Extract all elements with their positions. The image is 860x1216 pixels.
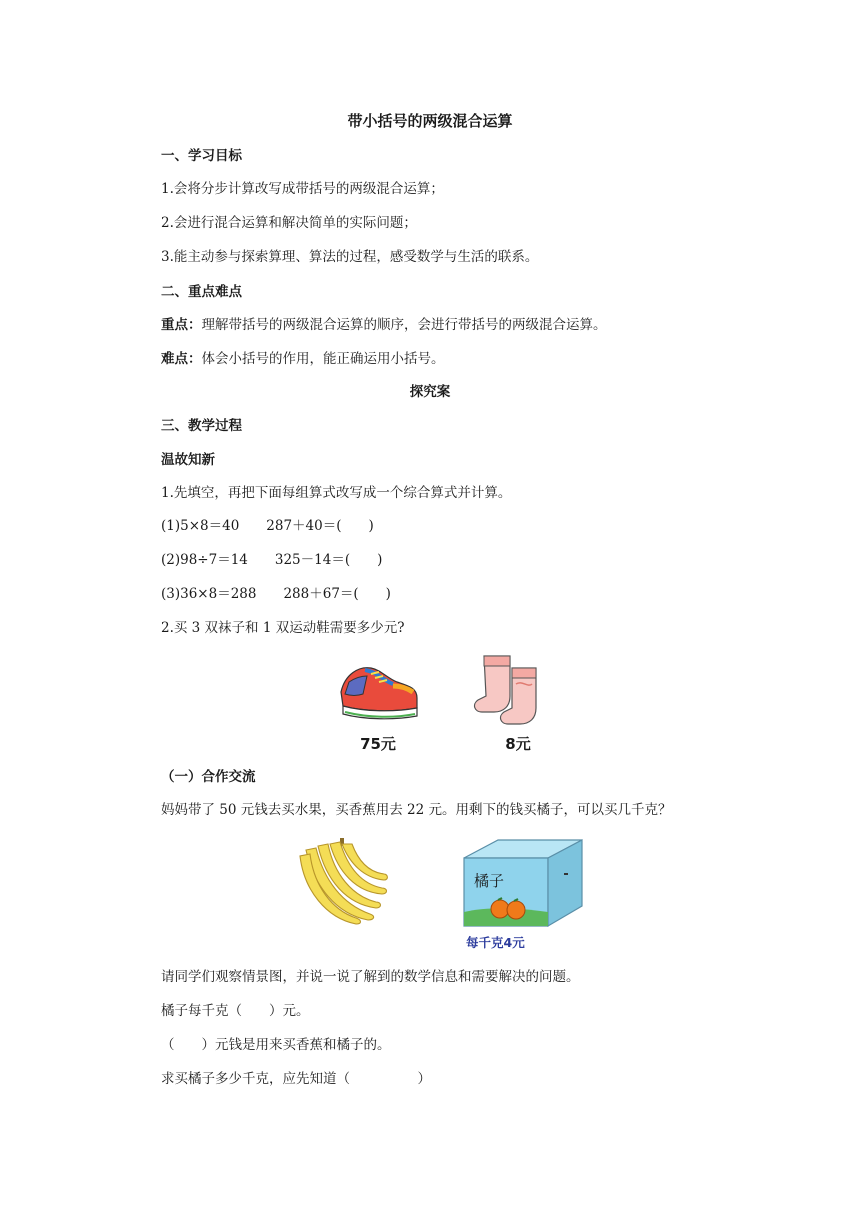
difficulty-text: 体会小括号的作用，能正确运用小括号。 bbox=[201, 351, 445, 367]
unit-price: 每千克4元 bbox=[466, 935, 525, 950]
question-1-item-2: (2)98÷7＝14 325－14＝( ) bbox=[161, 552, 383, 568]
process-heading: 三、教学过程 bbox=[161, 418, 242, 434]
socks-icon bbox=[470, 650, 554, 730]
sneaker-price: 75元 bbox=[360, 735, 396, 753]
difficulty-line bbox=[161, 350, 445, 368]
focus-line bbox=[161, 316, 607, 334]
objective-item-1: 1.会将分步计算改写成带括号的两级混合运算； bbox=[161, 181, 444, 197]
question-1-item-1: (1)5×8＝40 287＋40＝( ) bbox=[161, 518, 374, 534]
document-title: 带小括号的两级混合运算 bbox=[347, 112, 513, 130]
blank-question-3: 求买橘子多少千克，应先知道（ ） bbox=[161, 1071, 431, 1087]
objective-item-2: 2.会进行混合运算和解决简单的实际问题； bbox=[161, 215, 417, 231]
focus-text: 理解带括号的两级混合运算的顺序，会进行带括号的两级混合运算。 bbox=[201, 317, 607, 333]
blank-question-2: （ ）元钱是用来买香蕉和橘子的。 bbox=[161, 1037, 391, 1053]
observation-prompt: 请同学们观察情景图，并说一说了解到的数学信息和需要解决的问题。 bbox=[161, 969, 580, 985]
explore-heading: 探究案 bbox=[409, 384, 451, 400]
difficulty-label: 难点： bbox=[161, 351, 202, 367]
box-label: 橘子 bbox=[474, 872, 505, 890]
cooperation-heading: （一）合作交流 bbox=[161, 769, 256, 785]
question-2: 2.买 3 双袜子和 1 双运动鞋需要多少元? bbox=[161, 620, 405, 636]
question-1-item-3: (3)36×8＝288 288＋67＝( ) bbox=[161, 586, 391, 602]
objective-item-3: 3.能主动参与探索算理、算法的过程，感受数学与生活的联系。 bbox=[161, 249, 539, 265]
objectives-heading: 一、学习目标 bbox=[161, 148, 242, 164]
key-points-heading: 二、重点难点 bbox=[161, 284, 242, 300]
banana-icon bbox=[296, 836, 390, 926]
question-1: 1.先填空，再把下面每组算式改写成一个综合算式并计算。 bbox=[161, 485, 512, 501]
socks-price: 8元 bbox=[505, 735, 531, 753]
review-heading: 温故知新 bbox=[161, 452, 215, 468]
sneaker-icon bbox=[335, 652, 423, 726]
blank-question-1: 橘子每千克（ ）元。 bbox=[161, 1003, 310, 1019]
orange-box-icon bbox=[460, 836, 586, 928]
cooperation-problem: 妈妈带了 50 元钱去买水果，买香蕉用去 22 元。用剩下的钱买橘子，可以买几千克？ bbox=[161, 802, 672, 818]
focus-label: 重点： bbox=[161, 317, 202, 333]
